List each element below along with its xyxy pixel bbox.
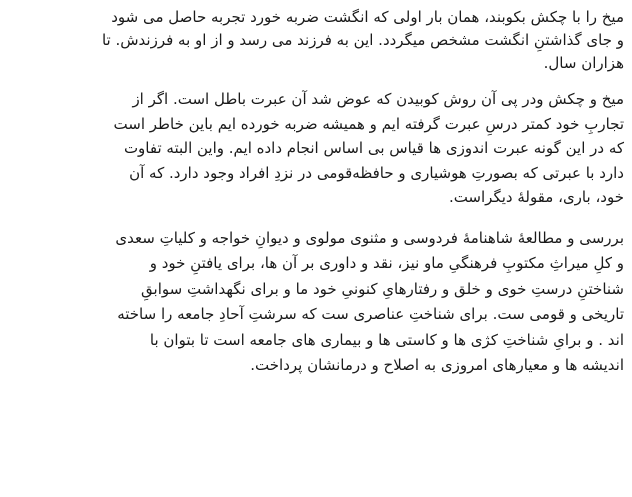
text-line: اند . و برایِ شناختِ کژی ها و کاستی ها و بیماری های جامعه است تا بتوان با xyxy=(149,330,624,349)
text-line: خود، باری، مقولهٔ دیگراست. xyxy=(448,188,624,206)
text-line: تجاربِ خود کمتر درسِ عبرت گرفته ایم و همیشه ضربه خورده ایم باین خاطر است xyxy=(113,114,624,133)
text-line: و کلِ میراثِ مکتوبِ فرهنگیِ ماو نیز، نقد و داوری بر آن ها، برای یافتنِ خود و xyxy=(149,254,624,272)
text-line: شناختنِ درستِ خوی و خلق و رفتارهایِ کنونیِ خود ما و برای نگهداشتِ سوابقِ xyxy=(141,279,624,298)
paragraph-3 xyxy=(10,226,624,379)
text-line: میخ را با چکش بکوبند، همان بار اولی که انگشت ضربه خورد تجربه حاصل می شود xyxy=(111,8,624,26)
paragraph-2 xyxy=(10,87,624,210)
text-line: و جای گذاشتنِ انگشت مشخص میگردد. این به فرزند می رسد و از او به فرزندش. تا xyxy=(101,31,624,49)
text-line: اندیشه ها و معیارهای امروزی به اصلاح و درمانشان پرداخت. xyxy=(250,356,624,374)
text-line: تاریخی و قومی ست. برای شناختِ عناصری ست که سرشتِ آحادِ جامعه را ساخته xyxy=(117,305,624,323)
text-line: دارد با عبرتی که بصورتِ هوشیاری و حافظه‌قومی در نزدِ افراد وجود دارد. که آن xyxy=(129,163,624,182)
paragraph-1 xyxy=(10,6,624,75)
text-line: هزاران سال. xyxy=(543,54,624,72)
text-line: میخ و چکش ودر پی آن روش کوبیدن که عوض شد آن عبرت باطل است. اگر از xyxy=(132,90,624,108)
document-page xyxy=(10,6,624,379)
text-line: که در این گونه عبرت اندوزی ها قیاس بی اساس انجام داده ایم. واین البته تفاوت xyxy=(123,139,624,157)
text-line: بررسی و مطالعهٔ شاهنامهٔ فردوسی و مثنوی مولوی و دیوانِ خواجه و کلیاتِ سعدی xyxy=(115,228,624,247)
